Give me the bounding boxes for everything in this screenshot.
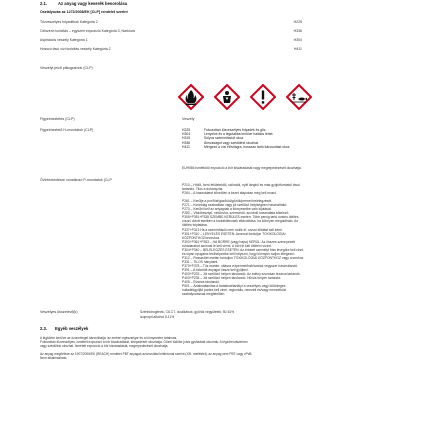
precautionary-label: Óvintézkedésre vonatkozó P-mondatok (CLP (40, 178, 112, 182)
list-item: P312 – Rosszullét esetén forduljon TOXIKOLÓGIAI KÖZPONTHOZ vagy orvoshoz. (182, 255, 305, 260)
list-item: P301+P310 – LENYELÉS ESETÉN: Azonnal forduljon TOXIKOLÓGIAI (182, 231, 286, 236)
list-item: hulladékgyűjtő pontra kell vinni, regionális, nemzeti és/vagy nemzetközi (182, 288, 287, 293)
signal-word-value: Veszély (182, 117, 195, 121)
classification-label: Hosszú távú vízi toxicitás veszély Kategória 2 (40, 47, 111, 51)
classification-label: Aspirációs veszély Kategória 1 (40, 38, 88, 42)
list-item: P303+P361+P353 – HA BŐRRE (vagy hajra) KERÜL: Az összes szennyezett (182, 239, 296, 244)
precautionary-list (182, 183, 304, 296)
classification-label: Célszervi toxicitás – egyszeri expozíció Kategória 3, Narkózis (40, 29, 136, 33)
hazard-statement-list (182, 128, 290, 149)
hazard-statement: H411 Mérgező a vízi élővilágra, hosszan tartó károsodást okoz. (182, 144, 291, 149)
euh-statement: EUH066 Ismétlődő expozíció a bőr kiszáradását vagy megrepedezését okozhatja. (182, 166, 302, 170)
list-item: P403+P235 – Jól szellőző helyen tárolandó. Hűvös helyen tartandó. (182, 276, 282, 281)
section-title: Az anyag vagy keverék besorolása (58, 1, 128, 6)
classification-code: H225 (293, 20, 302, 24)
health-hazard-icon (214, 84, 240, 110)
list-item: P280 – Védőkesztyű, védőruha, szemvédő, arcvédő használata kötelező. (182, 211, 290, 216)
list-item: szabályozásnak megfelelően. (182, 292, 226, 297)
list-item: öblítés folytatása. (182, 223, 208, 228)
hazard-statement: H319 Súlyos szemirritációt okoz. (182, 136, 245, 141)
list-item: P331 – TILOS hánytatni. (182, 259, 219, 264)
pictograms-label: Veszélyt jelző piktogramok (CLP) (40, 66, 93, 70)
list-item: P273 – Kerülni kell az anyagnak a környezetbe való kijutását. (182, 207, 272, 212)
list-item: és olyan nyugalmi testhelyzetbe kell helyezni, hogy könnyen tudjon lélegezni. (182, 251, 295, 256)
list-item: P261 – Kerülje a por/füst/gáz/köd/gőzök/permet belélegzését. (182, 199, 272, 204)
classification-row (40, 38, 302, 43)
section-title: Egyéb veszélyek (55, 326, 89, 331)
exclamation-icon (250, 84, 276, 110)
hazardous-ingredients-value-2: Izopropil-alkohol 5-11% (140, 314, 175, 319)
list-item: vízzel. Adott esetben a kontaktlencsék eltávolítása, ha könnyen megoldható. Az (182, 219, 299, 224)
hazardous-ingredients-value: Szénhidrogének, C6-C7, izoalkánok, gyűrűs vegyületek; 50-51% (140, 310, 235, 314)
hazard-statement: H336 Álmosságot vagy szédülést okozhat. (182, 140, 259, 145)
hazard-pictograms (178, 84, 314, 112)
classification-row (40, 20, 302, 25)
classification-code: H304 (293, 38, 302, 42)
classification-label: Tűzveszélyes folyadékok Kategória 2 (40, 20, 98, 24)
list-item: P501 – Ártalmatlanítás a tartalmat/tartályt a veszélyes vagy különleges (182, 284, 286, 289)
classification-row (40, 29, 302, 34)
flame-icon (178, 84, 204, 110)
list-item: P271 – Kizárólag szabadban vagy jól szellőző helyiségben használható. (182, 203, 288, 208)
list-item: P210 – Hőtől, forró felületektől, szikrától, nyílt lángtól és más gyújtóforrástól távol (182, 183, 300, 187)
list-item: tartandó. Tilos a dohányzás. (182, 187, 224, 192)
list-item: ruhadarabot azonnal le kell venni. A bőrt le kell öblíteni vízzel. (182, 243, 272, 248)
list-item: P403+P233 – Jól szellőző helyen tárolandó. Az edény szorosan lezárva tartandó. (182, 272, 301, 277)
list-item: P405 – Elzárva tárolandó. (182, 280, 220, 285)
list-item: P370+P378 – Tűz esetén: oltásra vízpermet/hab/száraz vegyszer használandó. (182, 263, 299, 268)
list-item: KÖZPONTHOZ/orvoshoz. (182, 235, 221, 240)
hazard-statement: H304 Lenyelve és a légutakba kerülve halálos lehet. (182, 132, 274, 137)
list-item: P304+P340 – BELÉLEGZÉS ESETÉN: Az érintett személyt friss levegőre kell vinni, (182, 247, 304, 252)
list-item: P305+P351+P338 SZEMBE KERÜLÉS esetén: Több percig tartó óvatos öblítés (182, 215, 299, 220)
classification-code: H336 (293, 29, 302, 33)
list-item: P264 – A használatot követően a kezet alaposan meg kell mosni. (182, 191, 277, 196)
section-number: 2.1. (40, 1, 47, 6)
pbt-assessment-text: Az anyag megítélése az 1907/2006/EK (REACH) rendelet PBT anyagok azonosítási kritériumai szerint (XIII. melléklet): az anyag nem PBT vagy vPvB. Nem alkalmazható. (40, 352, 253, 361)
list-item: P337+P313 Ha a szemirritáció nem múlik el: orvosi ellátást kell kérni. (182, 227, 283, 232)
hazard-statement: H225 Fokozottan tűzveszélyes folyadék és gőz. (182, 128, 267, 132)
section-number: 2.3. (40, 326, 47, 331)
other-hazards-text: A légkörbe kerülve az ózonréteget károsíthatja; az emberi egészségre és a környezetre ártalmas. Fokozottan tűzveszélyes, ismételt expozíció a bőr kiszáradását, kirepedését okozhatja. Gőzei tüdőbe jutva gyulladást okoznak. A légzőrendszerben vagy szédülést okozhat. Ismételt expozíció a bőr kiszáradását, megrepedezését okozhatja. (40, 336, 248, 349)
classification-row (40, 47, 302, 52)
regulation-heading: Osztályozás az 1272/2008/EK [CLP] rendelet szerint (40, 10, 128, 14)
hazardous-ingredients-label: Veszélyes összetevő(k) (40, 310, 78, 314)
list-item: P391 – A kiömlött anyagot össze kell gyűjteni. (182, 267, 249, 272)
signal-word-label: Figyelmeztetés (CLP) (40, 117, 75, 121)
hazard-statements-label: Figyelmeztető H-mondatok (CLP) (40, 128, 94, 132)
environment-icon (286, 84, 312, 110)
classification-code: H411 (293, 47, 302, 51)
